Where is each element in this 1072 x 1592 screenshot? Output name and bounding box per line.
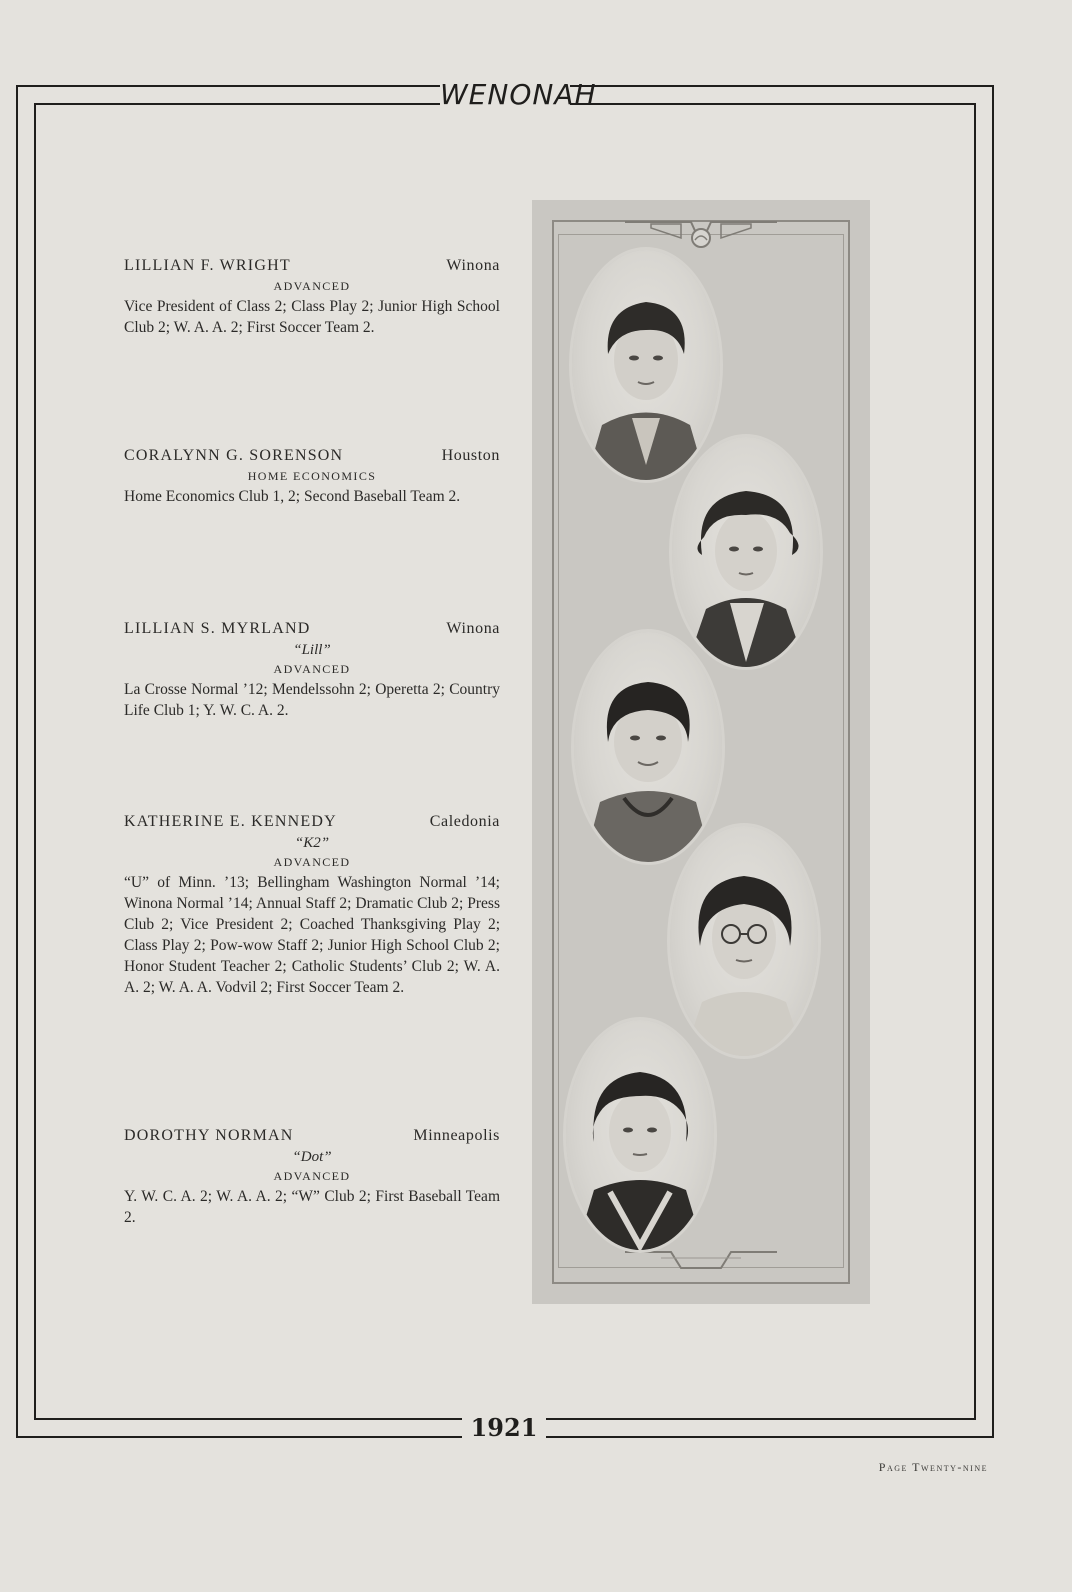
- header-title: WENONAH: [440, 78, 597, 111]
- student-course: ADVANCED: [273, 1169, 351, 1183]
- footer-year: 1921: [462, 1413, 546, 1443]
- student-course: ADVANCED: [273, 662, 351, 676]
- bottom-ornament-icon: [621, 1246, 781, 1276]
- student-name: CORALYNN G. SORENSON: [124, 447, 344, 464]
- student-entry: [124, 445, 500, 507]
- student-entry: [124, 811, 500, 998]
- student-hometown: Minneapolis: [413, 1127, 500, 1144]
- student-course: ADVANCED: [273, 279, 351, 293]
- student-nickname: “K2”: [294, 835, 330, 851]
- student-record: La Crosse Normal ’12; Mendelssohn 2; Operetta 2; Country Life Club 1; Y. W. C. A. 2.: [124, 681, 500, 719]
- outer-border-left: [16, 85, 18, 1437]
- student-course: ADVANCED: [273, 855, 351, 869]
- outer-border-right: [992, 85, 994, 1437]
- student-hometown: Houston: [441, 447, 500, 464]
- student-course: HOME ECONOMICS: [247, 469, 377, 483]
- student-name: DOROTHY NORMAN: [124, 1127, 294, 1144]
- student-record: “U” of Minn. ’13; Bellingham Washington Normal ’14; Winona Normal ’14; Annual Staff 2; Dramatic Club 2; Press Club 2; Vice President 2; Coached Thanksgiving Play 2; Class Play 2; Pow-wow Staff 2; Junior High School Club 2; Honor Student Teacher 2; Catholic Students’ Club 2; W. A. A. 2; W. A. A. Vodvil 2; First Soccer Team 2.: [124, 874, 500, 996]
- student-entry: [124, 618, 500, 721]
- student-name: KATHERINE E. KENNEDY: [124, 813, 337, 830]
- student-nickname: “Lill”: [293, 642, 331, 658]
- student-record: Home Economics Club 1, 2; Second Baseball Team 2.: [124, 488, 461, 505]
- student-hometown: Winona: [446, 620, 500, 637]
- student-entry: [124, 255, 500, 338]
- student-hometown: Caledonia: [429, 813, 500, 830]
- inner-border-left: [34, 103, 36, 1419]
- student-name: LILLIAN F. WRIGHT: [124, 257, 291, 274]
- student-record: Vice President of Class 2; Class Play 2; Junior High School Club 2; W. A. A. 2; First Soccer Team 2.: [124, 298, 500, 336]
- portrait-photo: [672, 437, 820, 667]
- portrait-photo: [574, 632, 722, 862]
- student-record: Y. W. C. A. 2; W. A. A. 2; “W” Club 2; First Baseball Team 2.: [124, 1188, 500, 1226]
- portrait-photo: [572, 250, 720, 480]
- crest-ornament-icon: [621, 214, 781, 254]
- student-nickname: “Dot”: [292, 1149, 332, 1165]
- portrait-photo: [670, 826, 818, 1056]
- portrait-panel: [532, 200, 870, 1304]
- student-hometown: Winona: [446, 257, 500, 274]
- portrait-photo: [566, 1020, 714, 1250]
- student-name: LILLIAN S. MYRLAND: [124, 620, 311, 637]
- student-entry: [124, 1125, 500, 1228]
- inner-border-right: [974, 103, 976, 1419]
- page-number: Page Twenty-nine: [878, 1460, 988, 1474]
